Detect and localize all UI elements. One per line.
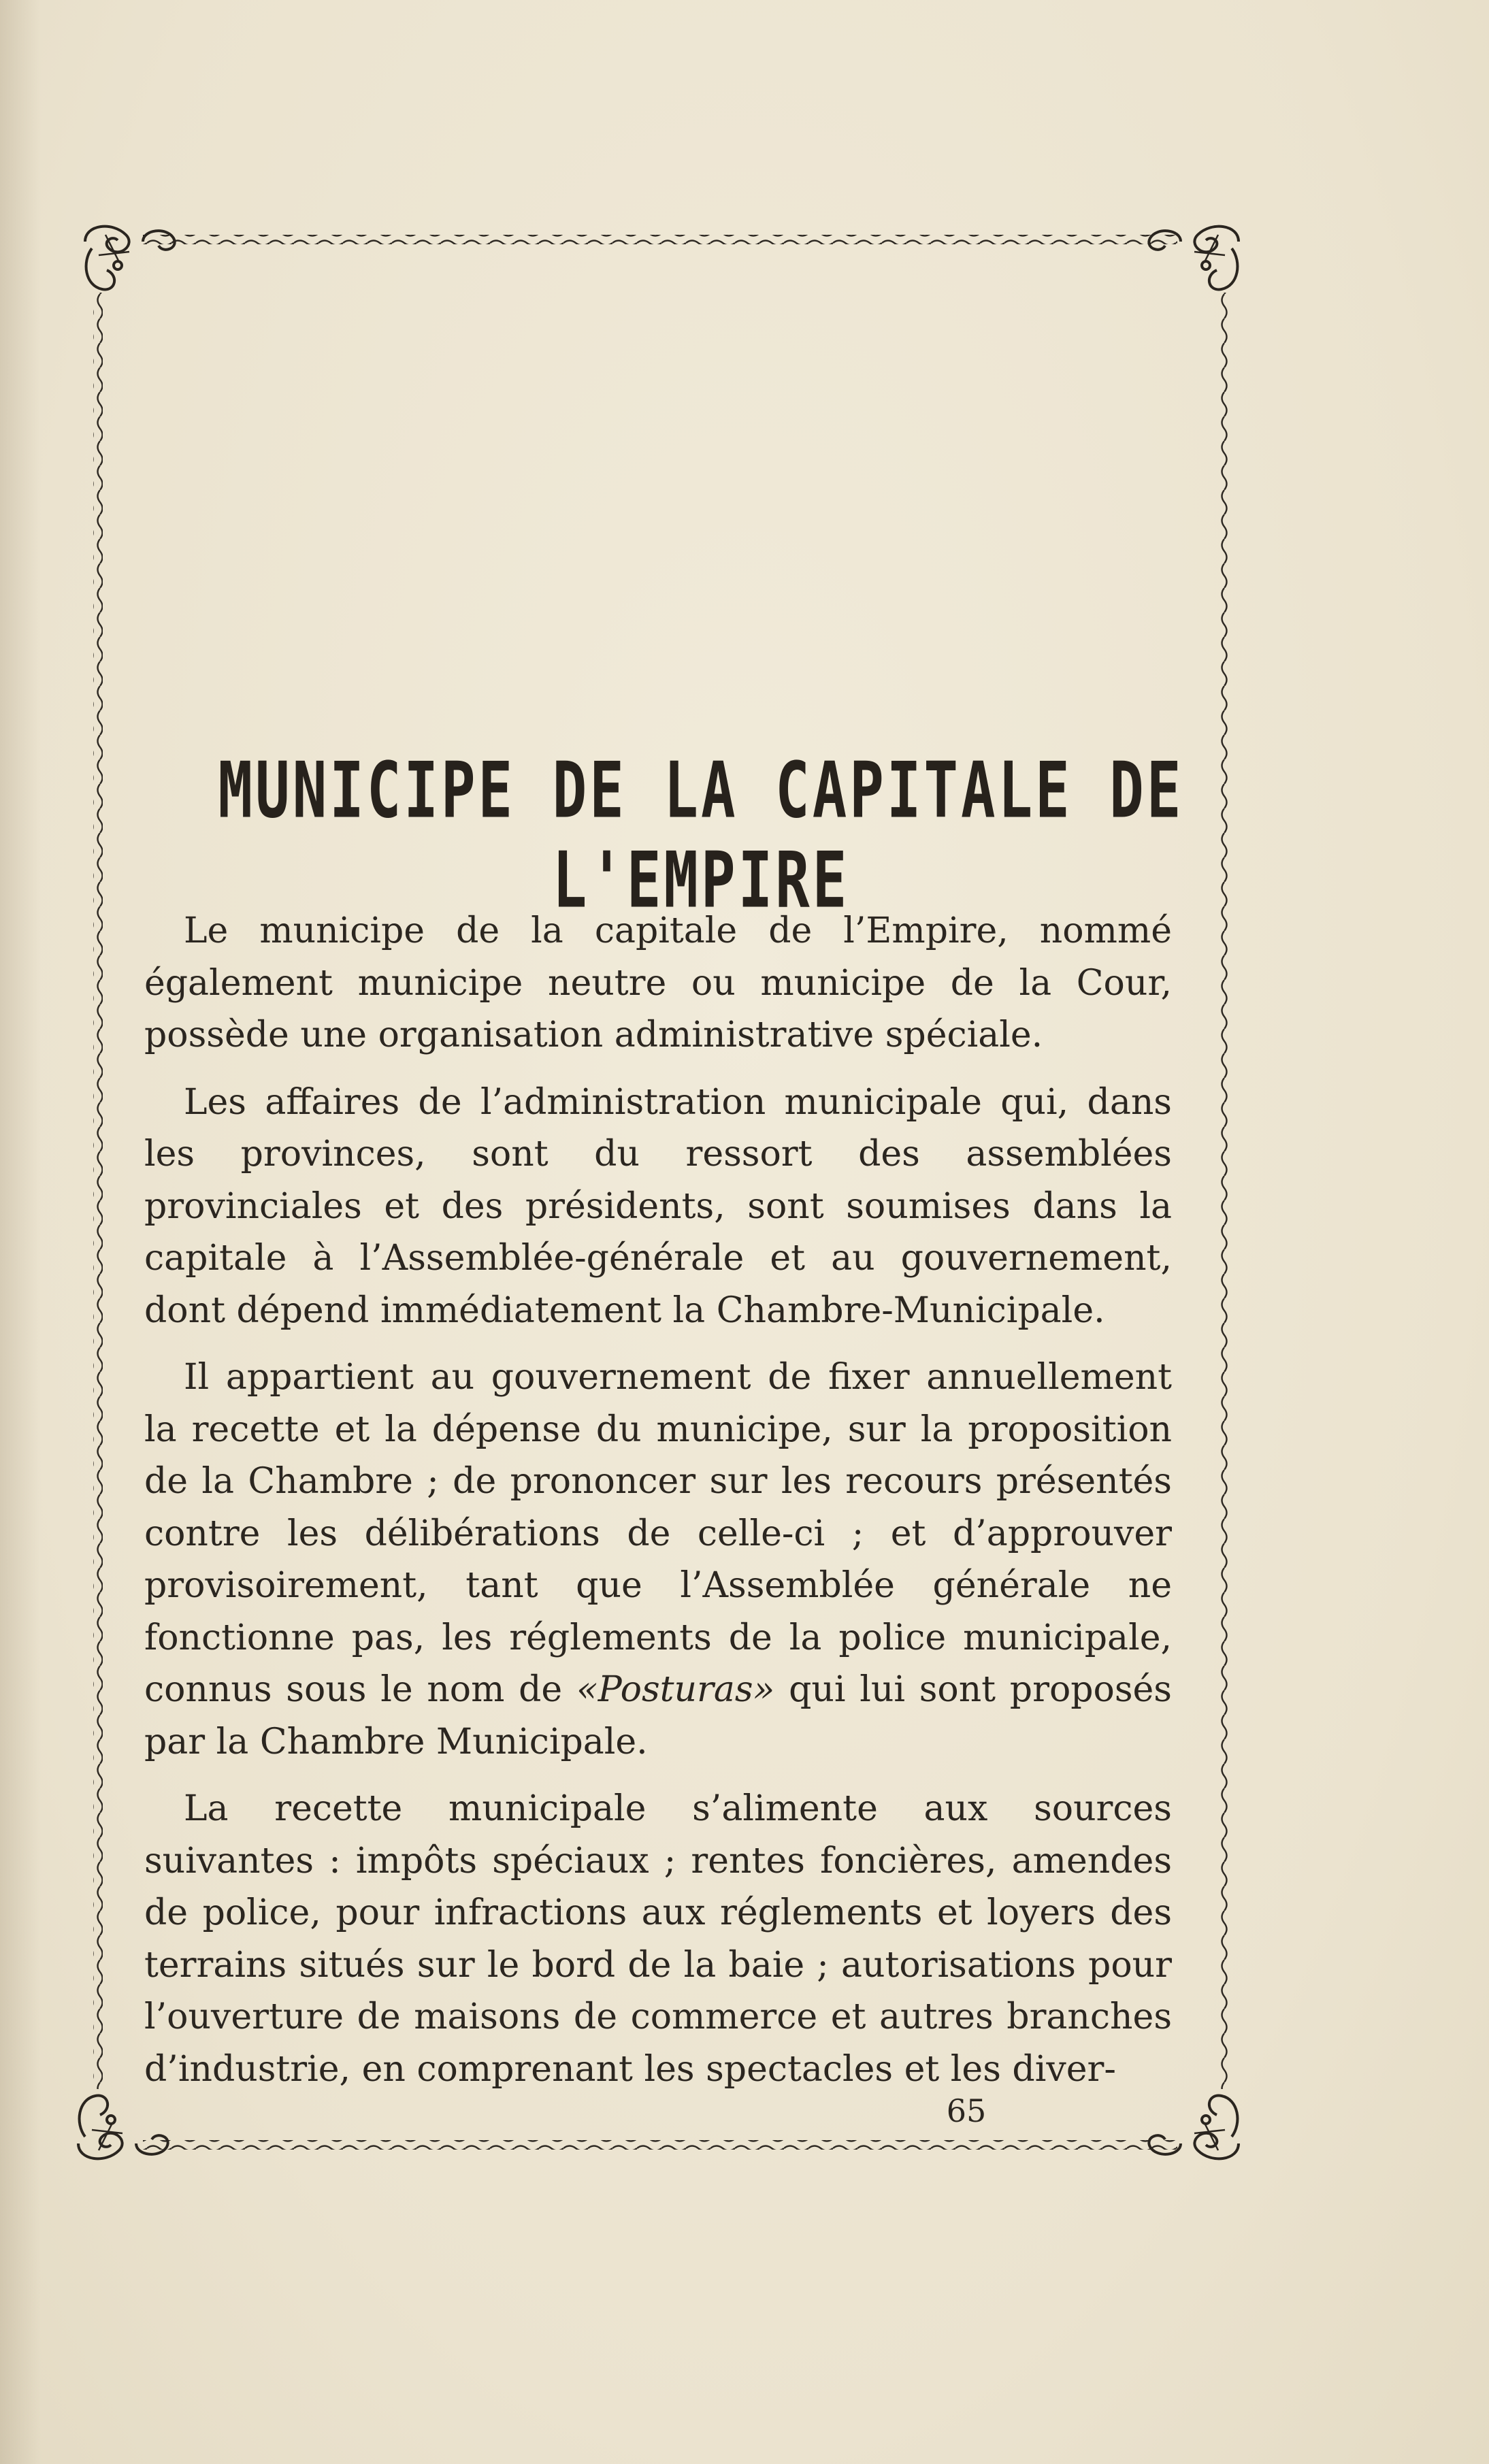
paragraph-3-text-b: qui lui sont proposés par la Chambre Municipale.: [144, 1669, 1172, 1762]
paragraph-3-text-a: Il appartient au gouvernement de fixer annuellement la recette et la dépense du municipe, sur la proposition de la Chambre ; de prononcer sur les recours présentés contre les délibérations de celle-ci ; et d’approuver provisoirement, tant que l’Assemblée générale ne fonctionne pas, les réglements de la police municipale, connus sous le nom de: [144, 1357, 1172, 1710]
page-number: 65: [946, 2092, 987, 2129]
border-right: [1220, 293, 1230, 2089]
paragraph-1: Le municipe de la capitale de l’Empire, nommé également municipe neutre ou municipe de la Cour, possède une organisation administrative spéciale.: [144, 910, 1172, 1055]
border-bottom: [143, 2140, 1177, 2150]
paragraph-3: [144, 1351, 1172, 1768]
paragraph-4: La recette municipale s’alimente aux sources suivantes : impôts spéciaux ; rentes foncières, amendes de police, pour infractions aux réglements et loyers des terrains situés sur le bord de la baie ; autorisations pour l’ouverture de maisons de commerce et autres branches d’industrie, en comprenant les spectacles et les diver-: [144, 1788, 1172, 2090]
posturas-term: «Posturas»: [576, 1669, 775, 1710]
paragraph-2: Les affaires de l’administration municipale qui, dans les provinces, sont du ressort des assemblées provinciales et des présidents, sont soumises dans la capitale à l’Assemblée-générale et au gouvernement, dont dépend immédiatement la Chambre-Municipale.: [144, 1081, 1172, 1331]
body-text: [144, 905, 1172, 2110]
page-title: MUNICIPE DE LA CAPITALE DE L'EMPIRE: [218, 745, 1184, 925]
border-left: [93, 293, 103, 2089]
border-top: [143, 235, 1177, 244]
